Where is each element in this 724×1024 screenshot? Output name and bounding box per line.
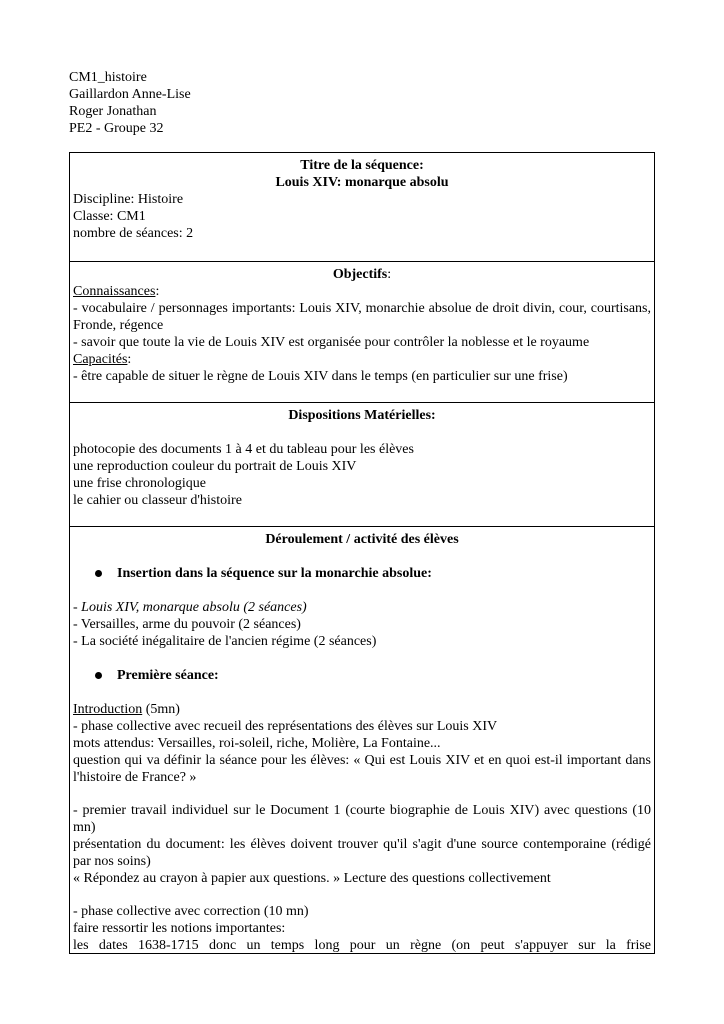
correction-line-2: faire ressortir les notions importantes:: [73, 921, 286, 936]
connaissances-label: Connaissances:: [73, 284, 160, 299]
sequence-title-cell: [70, 153, 654, 261]
header-line-author-2: Roger Jonathan: [69, 104, 157, 119]
objectifs-cell: [70, 261, 654, 402]
dispositions-heading: Dispositions Matérielles:: [288, 408, 436, 423]
dispositions-cell: [70, 402, 654, 526]
travail-line-1: - premier travail individuel sur le Document 1 (courte biographie de Louis XIV) avec questions (10 mn): [73, 803, 651, 835]
correction-line-3: les dates 1638-1715 donc un temps long pour un règne (on peut s'appuyer sur la frise: [73, 938, 651, 953]
deroulement-cell: [70, 526, 654, 953]
travail-line-3: « Répondez au crayon à papier aux questions. » Lecture des questions collectivement: [73, 871, 551, 886]
introduction-line: Introduction (5mn): [73, 702, 180, 717]
objectifs-heading: Objectifs:: [332, 267, 392, 282]
capacites-label: Capacités:: [73, 352, 132, 367]
correction-line-1: - phase collective avec correction (10 mn): [73, 904, 309, 919]
sequence-title-label: Titre de la séquence:: [300, 158, 424, 173]
header-line-class: CM1_histoire: [69, 70, 147, 85]
bullet-icon: [95, 570, 102, 577]
intro-line-1: - phase collective avec recueil des représentations des élèves sur Louis XIV: [73, 719, 498, 734]
sequence-item-3: - La société inégalitaire de l'ancien régime (2 séances): [73, 634, 377, 649]
discipline-line: Discipline: Histoire: [73, 192, 184, 207]
sequence-item-2: - Versailles, arme du pouvoir (2 séances): [73, 617, 301, 632]
intro-line-3: question qui va définir la séance pour les élèves: « Qui est Louis XIV et en quoi est-il important dans l'histoire de France? »: [73, 753, 651, 785]
bullet-premiere-seance: Première séance:: [73, 667, 651, 684]
dispositions-item: une reproduction couleur du portrait de Louis XIV: [73, 459, 357, 474]
header-line-group: PE2 - Groupe 32: [69, 121, 164, 136]
capacites-item-1: - être capable de situer le règne de Louis XIV dans le temps (en particulier sur une frise): [73, 369, 568, 384]
document-header: [69, 69, 191, 137]
lesson-plan-table: [69, 152, 655, 954]
dispositions-item: le cahier ou classeur d'histoire: [73, 493, 242, 508]
travail-line-2: présentation du document: les élèves doivent trouver qu'il s'agit d'une source contemporaine (rédigé par nos soins): [73, 837, 651, 869]
sequence-title: Louis XIV: monarque absolu: [275, 175, 449, 190]
connaissances-item-1: - vocabulaire / personnages importants: Louis XIV, monarchie absolue de droit divin, cour, courtisans, Fronde, régence: [73, 301, 651, 333]
bullet-icon: [95, 672, 102, 679]
intro-line-2: mots attendus: Versailles, roi-soleil, riche, Molière, La Fontaine...: [73, 736, 441, 751]
seances-line: nombre de séances: 2: [73, 226, 194, 241]
connaissances-item-2: - savoir que toute la vie de Louis XIV est organisée pour contrôler la noblesse et le royaume: [73, 335, 590, 350]
deroulement-heading: Déroulement / activité des élèves: [265, 532, 459, 547]
header-line-author-1: Gaillardon Anne-Lise: [69, 87, 191, 102]
classe-line: Classe: CM1: [73, 209, 146, 224]
dispositions-item: photocopie des documents 1 à 4 et du tableau pour les élèves: [73, 442, 414, 457]
bullet-insertion: Insertion dans la séquence sur la monarchie absolue:: [73, 565, 651, 582]
sequence-item-1: - Louis XIV, monarque absolu (2 séances): [73, 600, 307, 615]
dispositions-item: une frise chronologique: [73, 476, 206, 491]
